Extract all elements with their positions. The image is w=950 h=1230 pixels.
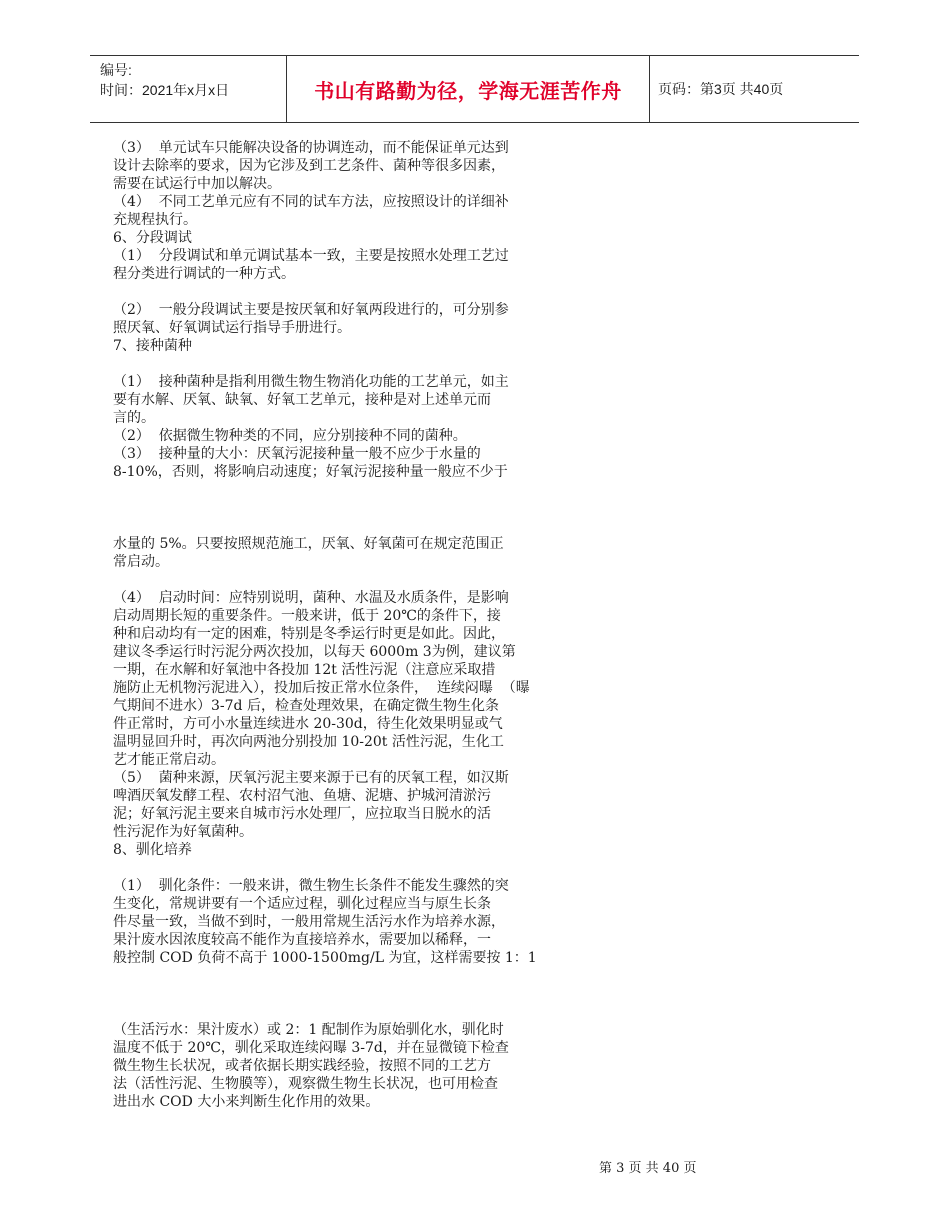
body-line: 8-10%，否则，将影响启动速度；好氧污泥接种量一般应不少于 [113, 464, 508, 480]
body-line: 件正常时，方可小水量连续进水 20-30d，待生化效果明显或气 [113, 716, 503, 732]
body-line: （1） 分段调试和单元调试基本一致，主要是按照水处理工艺过 [113, 248, 509, 264]
body-line: 施防止无机物污泥进入），投加后按正常水位条件， 连续闷曝 （曝 [113, 680, 530, 696]
body-line: 性污泥作为好氧菌种。 [113, 824, 253, 840]
body-line: 6、分段调试 [113, 230, 192, 246]
page-footer: 第 3 页 共 40 页 [599, 1161, 697, 1176]
body-line: 微生物生长状况，或者依据长期实践经验，按照不同的工艺方 [113, 1058, 491, 1074]
body-line: 种和启动均有一定的困难，特别是冬季运行时更是如此。因此， [113, 626, 505, 642]
document-number-label: 编号: [100, 62, 132, 78]
body-line [113, 283, 613, 301]
header-motto: 书山有路勤为径，学海无涯苦作舟 [286, 56, 650, 122]
body-line [113, 571, 613, 589]
body-line [113, 985, 613, 1003]
body-line [113, 499, 613, 517]
body-line: 充规程执行。 [113, 212, 197, 228]
body-line: 言的。 [113, 410, 155, 426]
body-line: 般控制 COD 负荷不高于 1000-1500mg/L 为宜，这样需要按 1：1 [113, 950, 537, 966]
body-line: （5） 菌种来源，厌氧污泥主要来源于已有的厌氧工程，如汉斯 [113, 770, 509, 786]
body-line: 件尽量一致，当做不到时，一般用常规生活污水作为培养水源， [113, 914, 505, 930]
body-line: 要有水解、厌氧、缺氧、好氧工艺单元，接种是对上述单元而 [113, 392, 491, 408]
body-line [113, 517, 613, 535]
body-line: 气期间不进水）3-7d 后，检查处理效果，在确定微生物生化条 [113, 698, 499, 714]
document-body [113, 139, 613, 1111]
body-line [113, 859, 613, 877]
body-line: 程分类进行调试的一种方式。 [113, 266, 295, 282]
header-page-info: 页码：第3页 共40页 [658, 81, 784, 97]
body-line: 7、接种菌种 [113, 338, 192, 354]
body-line: 建议冬季运行时污泥分两次投加，以每天 6000m 3为例，建议第 [113, 644, 516, 660]
body-line: 照厌氧、好氧调试运行指导手册进行。 [113, 320, 351, 336]
body-line [113, 355, 613, 373]
body-line: 8、驯化培养 [113, 842, 192, 858]
body-line: （1） 驯化条件：一般来讲，微生物生长条件不能发生骤然的突 [113, 878, 509, 894]
body-line: （3） 接种量的大小：厌氧污泥接种量一般不应少于水量的 [113, 446, 481, 462]
body-line [113, 967, 613, 985]
body-line: 常启动。 [113, 554, 169, 570]
body-line: （2） 一般分段调试主要是按厌氧和好氧两段进行的，可分别参 [113, 302, 509, 318]
body-line: 果汁废水因浓度较高不能作为直接培养水，需要加以稀释，一 [113, 932, 491, 948]
body-line: 温明显回升时，再次向两池分别投加 10-20t 活性污泥，生化工 [113, 734, 504, 750]
body-line: 温度不低于 20℃，驯化采取连续闷曝 3-7d，并在显微镜下检查 [113, 1040, 509, 1056]
body-line: （生活污水：果汁废水）或 2：1 配制作为原始驯化水，驯化时 [113, 1022, 504, 1038]
body-line: （3） 单元试车只能解决设备的协调连动，而不能保证单元达到 [113, 140, 509, 156]
body-line: 啤酒厌氧发酵工程、农村沼气池、鱼塘、泥塘、护城河清淤污 [113, 788, 491, 804]
body-line: 设计去除率的要求，因为它涉及到工艺条件、菌种等很多因素， [113, 158, 505, 174]
body-line: （1） 接种菌种是指利用微生物生物消化功能的工艺单元，如主 [113, 374, 509, 390]
body-line: 泥；好氧污泥主要来自城市污水处理厂，应拉取当日脱水的活 [113, 806, 491, 822]
body-line: 一期，在水解和好氧池中各投加 12t 活性污泥（注意应采取措 [113, 662, 496, 678]
header-meta [100, 60, 290, 100]
body-line: 启动周期长短的重要条件。一般来讲，低于 20℃的条件下，接 [113, 608, 501, 624]
body-line [113, 481, 613, 499]
body-line: 水量的 5%。只要按照规范施工，厌氧、好氧菌可在规定范围正 [113, 536, 504, 552]
page-header [90, 55, 859, 123]
body-line: 生变化，常规讲要有一个适应过程，驯化过程应当与原生长条 [113, 896, 491, 912]
body-line: （4） 启动时间：应特别说明，菌种、水温及水质条件，是影响 [113, 590, 509, 606]
document-time-label: 时间：2021年x月x日 [100, 82, 230, 98]
body-line: （2） 依据微生物种类的不同，应分别接种不同的菌种。 [113, 428, 467, 444]
body-line [113, 1003, 613, 1021]
body-line: 需要在试运行中加以解决。 [113, 176, 281, 192]
body-line: 法（活性污泥、生物膜等），观察微生物生长状况，也可用检查 [113, 1076, 498, 1092]
body-line: （4） 不同工艺单元应有不同的试车方法，应按照设计的详细补 [113, 194, 509, 210]
body-line: 进出水 COD 大小来判断生化作用的效果。 [113, 1094, 380, 1110]
body-line: 艺才能正常启动。 [113, 752, 225, 768]
